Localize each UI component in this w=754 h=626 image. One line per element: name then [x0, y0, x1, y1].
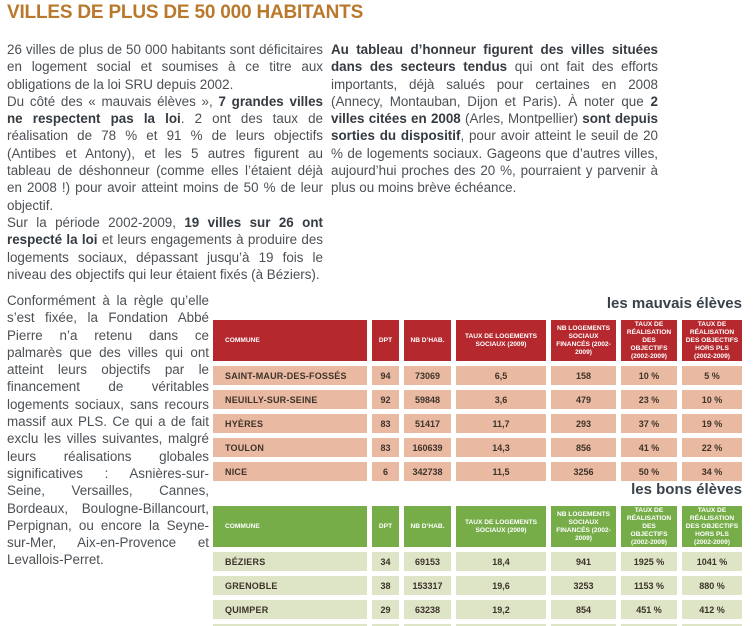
value-cell: 854 [551, 600, 616, 619]
value-cell: 63238 [404, 600, 451, 619]
paragraph: Au tableau d’honneur figurent des villes situées dans des secteurs tendus qui ont fait des efforts importants, déjà salués pour certaines en 2008 (Annecy, Montauban, Dijon et Paris). À noter que 2 villes citées en 2008 (Arles, Montpellier) sont depuis sorties du dispositif, pour avoir atteint le seuil de 20 % de logements sociaux. Gageons que d’autres villes, aujourd’hui proches des 20 %, pourraient y parvenir à plus ou moins brève échéance. [331, 42, 659, 196]
value-cell: 6,5 [456, 366, 546, 385]
good-students-section [213, 480, 742, 626]
commune-cell: BÉZIERS [213, 552, 367, 571]
value-cell: 38 [372, 576, 399, 595]
bad-table-label: les mauvais élèves [606, 295, 742, 312]
value-cell: 37 % [621, 414, 677, 433]
column-header: COMMUNE [213, 506, 367, 547]
value-cell: 94 [372, 366, 399, 385]
value-cell: 41 % [621, 438, 677, 457]
value-cell: 3,6 [456, 390, 546, 409]
value-cell: 18,4 [456, 552, 546, 571]
right-column-text [331, 41, 658, 197]
value-cell: 69153 [404, 552, 451, 571]
column-header: COMMUNE [213, 320, 367, 361]
good-table-label: les bons élèves [631, 481, 742, 498]
value-cell: 1925 % [621, 552, 677, 571]
column-header: NB D’HAB. [404, 506, 451, 547]
commune-cell: SAINT-MAUR-DES-FOSSÉS [213, 366, 367, 385]
value-cell: 412 % [682, 600, 742, 619]
value-cell: 29 [372, 600, 399, 619]
left-column-text [7, 41, 323, 283]
value-cell: 34 % [682, 462, 742, 481]
value-cell: 23 % [621, 390, 677, 409]
page-title: VILLES DE PLUS DE 50 000 HABITANTS [7, 2, 364, 23]
paragraph: Conformément à la règle qu’elle s’est fixée, la Fondation Abbé Pierre n’a retenu dans ce palmarès que des villes qui ont atteint leurs objectifs par le financement de véritables logements sociaux, sans recours massif aux PLS. Ce qui a de fait exclu les villes suivantes, malgré leurs réalisations globales significatives : Asnières-sur-Seine, Versailles, Cannes, Bordeaux, Boulogne-Billancourt, Perpignan, ou encore la Seyne-sur-Mer, Aix-en-Provence et Levallois-Perret. [7, 293, 209, 568]
value-cell: 19,6 [456, 576, 546, 595]
value-cell: 856 [551, 438, 616, 457]
value-cell: 14,3 [456, 438, 546, 457]
value-cell: 293 [551, 414, 616, 433]
value-cell: 59848 [404, 390, 451, 409]
commune-cell: QUIMPER [213, 600, 367, 619]
column-header: NB LOGEMENTS SOCIAUX FINANCÉS (2002-2009) [551, 506, 616, 547]
value-cell: 92 [372, 390, 399, 409]
value-cell: 941 [551, 552, 616, 571]
value-cell: 34 [372, 552, 399, 571]
value-cell: 22 % [682, 438, 742, 457]
column-header: TAUX DE RÉALISATION DES OBJECTIFS HORS PLS (2002-2009) [682, 320, 742, 361]
value-cell: 51417 [404, 414, 451, 433]
value-cell: 158 [551, 366, 616, 385]
paragraph: 26 villes de plus de 50 000 habitants sont déficitaires en logement social et soumises à ce titre aux obligations de la loi SRU depuis 2002. [7, 42, 323, 92]
value-cell: 451 % [621, 600, 677, 619]
column-header: TAUX DE LOGEMENTS SOCIAUX (2009) [456, 506, 546, 547]
value-cell: 83 [372, 414, 399, 433]
column-header: TAUX DE LOGEMENTS SOCIAUX (2009) [456, 320, 546, 361]
value-cell: 479 [551, 390, 616, 409]
value-cell: 73069 [404, 366, 451, 385]
column-header: TAUX DE RÉALISATION DES OBJECTIFS (2002-2009) [621, 320, 677, 361]
value-cell: 342738 [404, 462, 451, 481]
value-cell: 19 % [682, 414, 742, 433]
value-cell: 3253 [551, 576, 616, 595]
commune-cell: HYÈRES [213, 414, 367, 433]
column-header: DPT [372, 320, 399, 361]
value-cell: 6 [372, 462, 399, 481]
value-cell: 10 % [682, 390, 742, 409]
value-cell: 83 [372, 438, 399, 457]
value-cell: 160639 [404, 438, 451, 457]
value-cell: 50 % [621, 462, 677, 481]
commune-cell: NICE [213, 462, 367, 481]
column-header: TAUX DE RÉALISATION DES OBJECTIFS HORS PLS (2002-2009) [682, 506, 742, 547]
commune-cell: TOULON [213, 438, 367, 457]
column-header: NB D’HAB. [404, 320, 451, 361]
bad-students-table [213, 320, 742, 481]
value-cell: 11,7 [456, 414, 546, 433]
column-header: NB LOGEMENTS SOCIAUX FINANCÉS (2002-2009) [551, 320, 616, 361]
commune-cell: GRENOBLE [213, 576, 367, 595]
bad-students-section [213, 294, 742, 481]
commune-cell: NEUILLY-SUR-SEINE [213, 390, 367, 409]
value-cell: 1041 % [682, 552, 742, 571]
good-students-table [213, 506, 742, 626]
value-cell: 19,2 [456, 600, 546, 619]
value-cell: 1153 % [621, 576, 677, 595]
value-cell: 153317 [404, 576, 451, 595]
paragraph: Du côté des « mauvais élèves », 7 grandes villes ne respectent pas la loi. 2 ont des taux de réalisation de 78 % et 91 % de leurs objectifs (Antibes et Antony), et les 5 autres figurent au tableau de déshonneur (comme elles l’étaient déjà en 2008 !) pour avoir atteint moins de 50 % de leur objectif. [7, 93, 323, 213]
value-cell: 11,5 [456, 462, 546, 481]
paragraph: Sur la période 2002-2009, 19 villes sur 26 ont respecté la loi et leurs engagements à produire des logements sociaux, dépassant jusqu’à 19 fois le niveau des objectifs qui leur étaient fixés (à Béziers). [7, 214, 323, 282]
value-cell: 10 % [621, 366, 677, 385]
column-header: DPT [372, 506, 399, 547]
left-column-text-narrow [7, 292, 209, 569]
value-cell: 3256 [551, 462, 616, 481]
value-cell: 880 % [682, 576, 742, 595]
column-header: TAUX DE RÉALISATION DES OBJECTIFS (2002-2009) [621, 506, 677, 547]
value-cell: 5 % [682, 366, 742, 385]
